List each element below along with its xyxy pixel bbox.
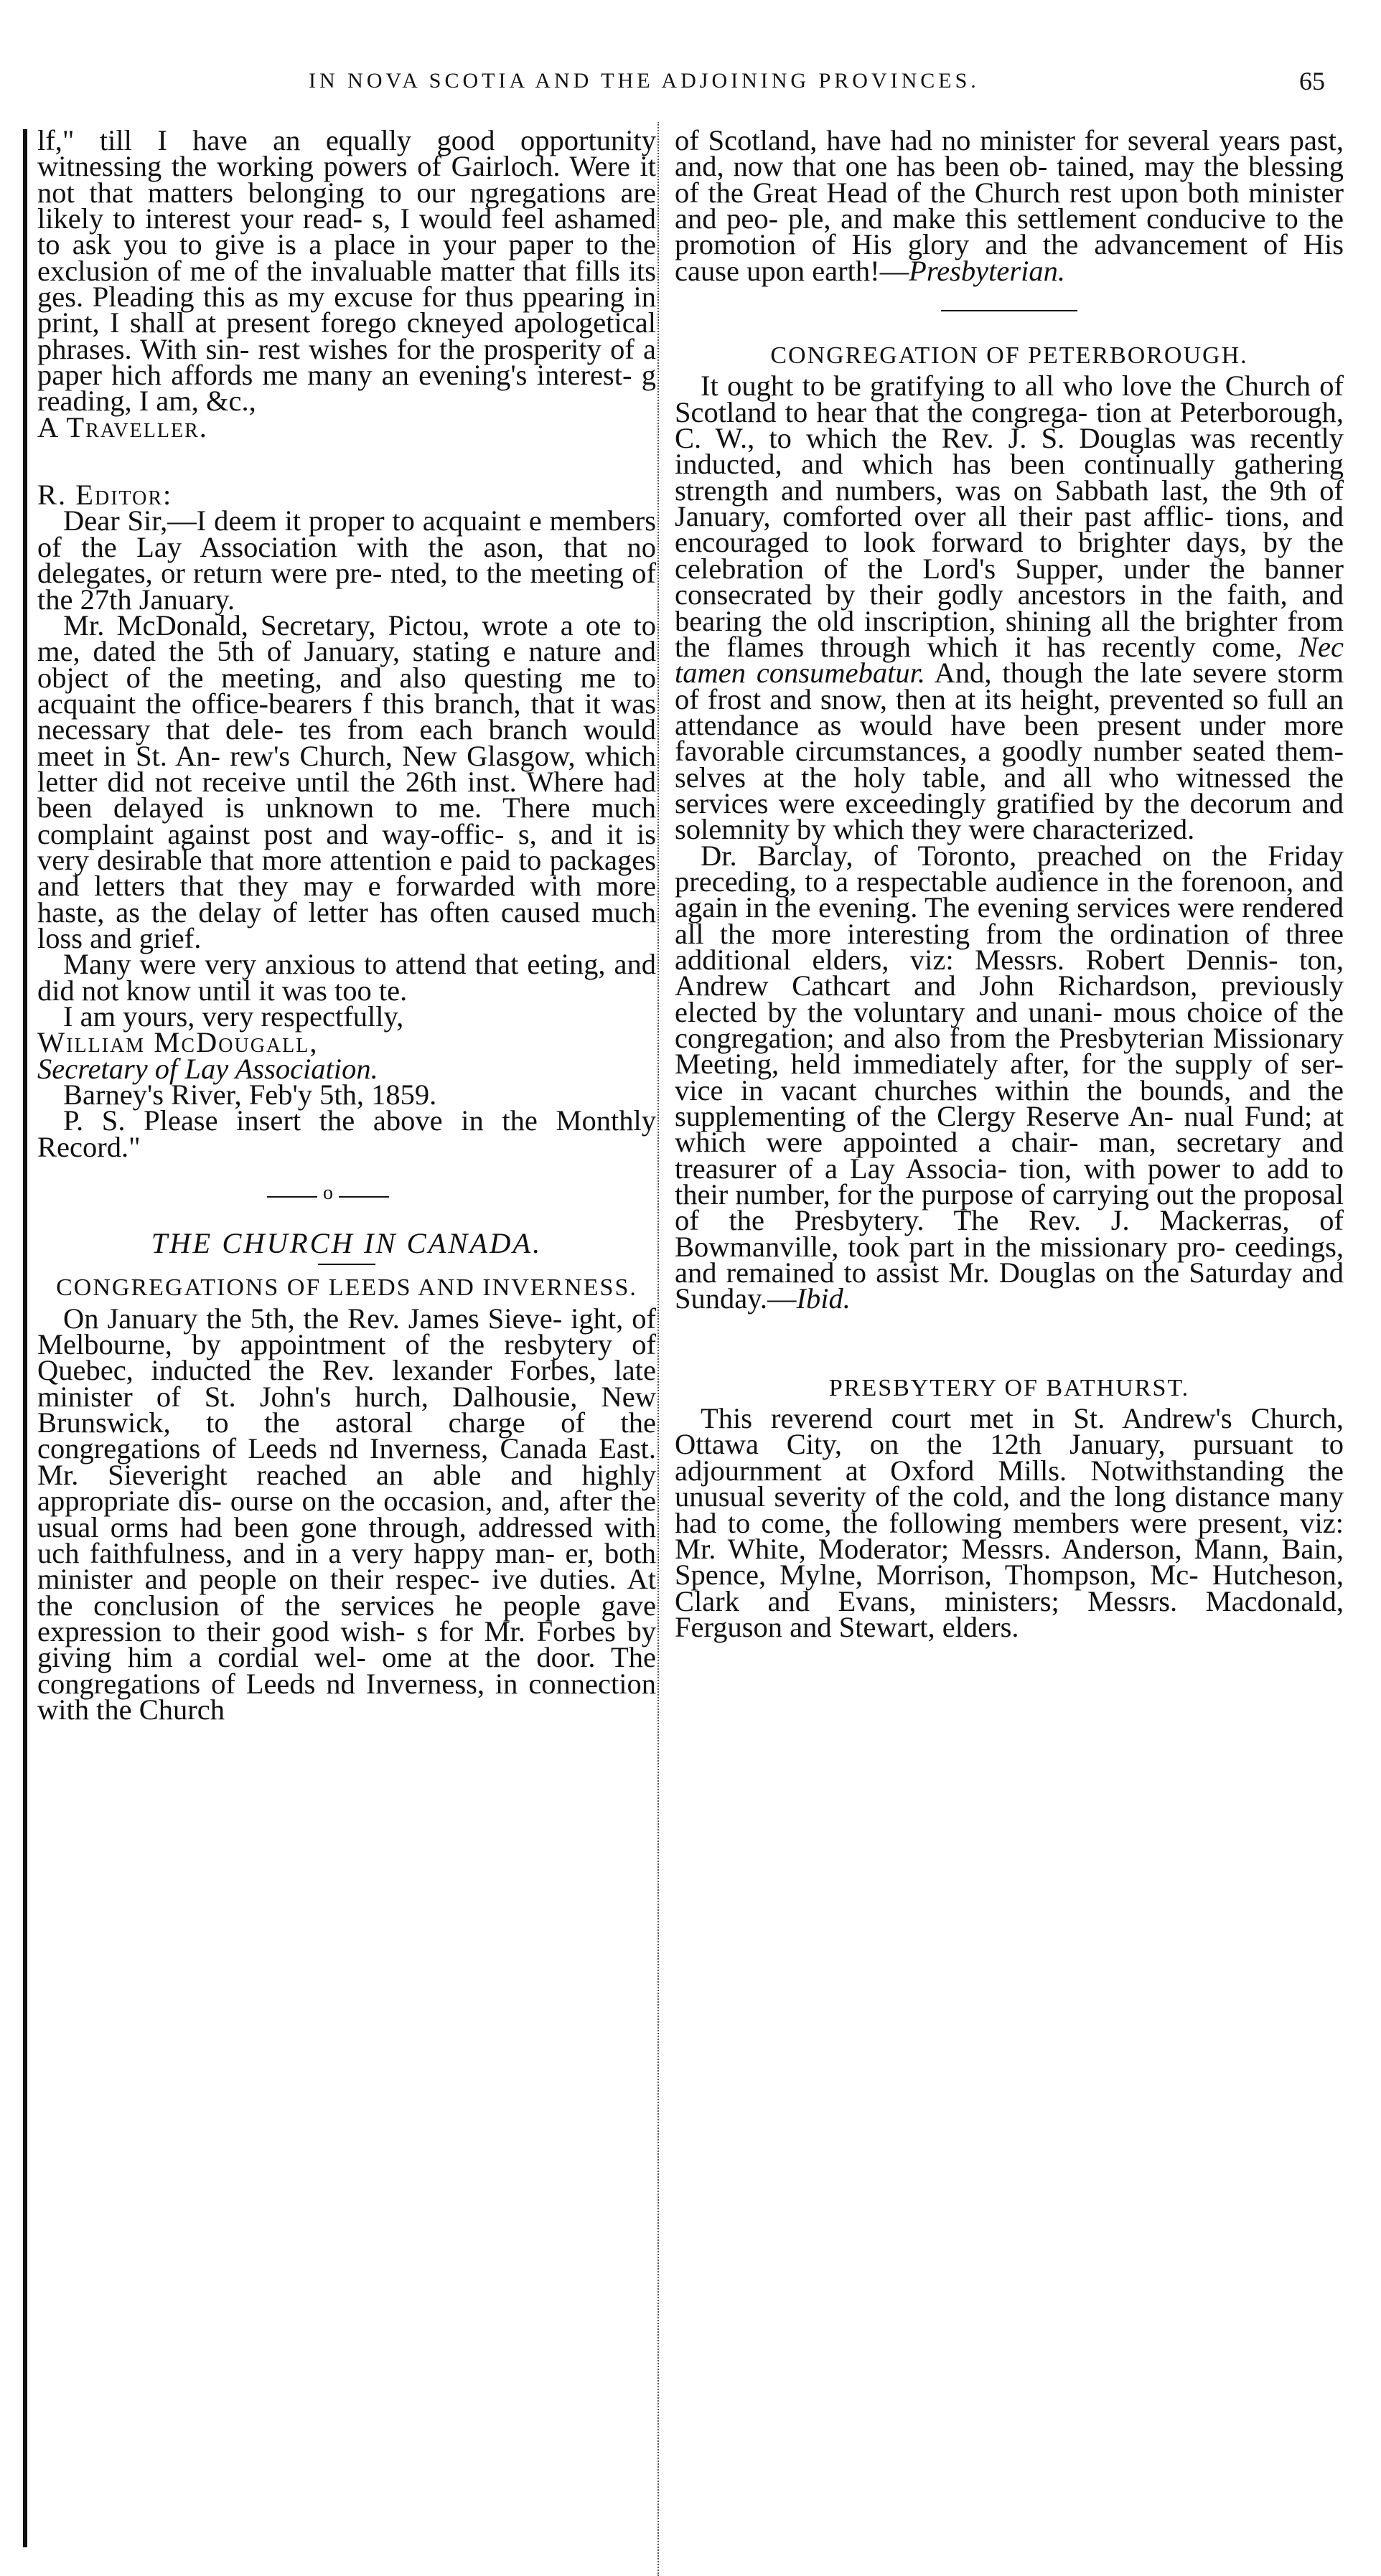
divider-line [267, 1196, 317, 1198]
closing: I am yours, very respectfully, [63, 1000, 404, 1033]
paragraph-text: And, though the late severe storm of frost and snow, then at its height, prevented so full an attendance as would have been present under more favorable circumstances, a goodly number seated them- selves at the holy table, and all who witnessed the services were exceedingly gratified by the decorum and solemnity by which they were characterized. [675, 657, 1344, 846]
paragraph: lf," till I have an equally good opportunity witnessing the working powers of Gairloch. Were it not that matters belonging to our ngregations are likely to interest your read- s, I would feel ashamed to ask you to give is a place in your paper to the exclusion of me of the invaluable matter that fills its ges. Pleading this as my excuse for thus ppearing in print, I shall at present forego ckneyed apologetical phrases. With sin- rest wishes for the prosperity of a paper hich affords me many an evening's interest- g reading, I am, &c., [37, 124, 656, 418]
paragraph: Mr. McDonald, Secretary, Pictou, wrote a ote to me, dated the 5th of January, stating e nature and object of the meeting, and also questing me to acquaint the office-bearers f this branch, that it was necessary that dele- tes from each branch would meet in St. An- rew's Church, New Glasgow, which letter did not receive until the 26th inst. Where had been delayed is unknown to me. There much complaint against post and way-offic- s, and it is very desirable that more attention e paid to packages and letters that they may e forwarded with more haste, as the delay of letter has often caused much loss and grief. [37, 608, 656, 954]
postscript: P. S. Please insert the above in the Monthly Record." [37, 1104, 656, 1163]
paragraph [675, 839, 1344, 1315]
left-margin-bar [23, 129, 27, 2547]
running-header [0, 66, 1381, 109]
rule [318, 1264, 375, 1265]
section-title: THE CHURCH IN CANADA. [151, 1227, 543, 1260]
column-gutter [657, 122, 659, 2576]
paragraph-text: Dr. Barclay, of Toronto, preached on the Friday preceding, to a respectable audience in the forenoon, and again in the evening. The evening services were rendered all the more interesting from the ordination of three additional elders, viz: Messrs. Robert Dennis- ton, Andrew Cathcart and John Richardson, previously elected by the voluntary and unani- mous choice of the congregation; and also from the Presbyterian Missionary Meeting, held immediately after, for the supply of ser- vice in vacant churches within the bounds, and the supplementing of the Clergy Reserve An- nual Fund; at which were appointed a chair- man, secretary and treasurer of a Lay Associa- tion, with power to add to their number, for the purpose of carrying out the proposal of the Presbytery. The Rev. J. Mackerras, of Bowmanville, took part in the missionary pro- ceedings, and remained to assist Mr. Douglas on the Saturday and Sunday.— [675, 839, 1344, 1315]
ornamental-divider [37, 1182, 656, 1206]
rule [941, 310, 1077, 311]
running-title: IN NOVA SCOTIA AND THE ADJOINING PROVINCES. [309, 69, 980, 93]
article-heading: CONGREGATIONS OF LEEDS AND INVERNESS. [56, 1274, 637, 1302]
article-heading: PRESBYTERY OF BATHURST. [828, 1374, 1190, 1401]
paragraph [675, 370, 1344, 846]
paragraph: Many were very anxious to attend that eeting, and did not know until it was too te. [37, 948, 656, 1007]
divider-line [339, 1196, 389, 1198]
signature-traveller: A Traveller. [37, 410, 208, 443]
spacer [675, 1312, 1344, 1370]
paragraph-text: of Scotland, have had no minister for several years past, and, now that one has been ob- tained, may the blessing of the Great Head of the Church rest upon both minister and peo- ple, and make this settlement conducive to the promotion of His glory and the advancement of His cause upon earth!— [675, 124, 1344, 287]
source-citation: Ibid. [796, 1282, 851, 1315]
signature-name: William McDougall, [37, 1026, 319, 1059]
signature-title: Secretary of Lay Association. [37, 1052, 378, 1085]
dateline: Barney's River, Feb'y 5th, 1859. [63, 1078, 437, 1111]
article-heading: CONGREGATION OF PETERBOROUGH. [770, 342, 1248, 370]
divider-ornament: o [323, 1182, 333, 1205]
latin-motto: Nec tamen consumebatur. [675, 630, 1344, 690]
paragraph: This reverend court met in St. Andrew's Church, Ottawa City, on the 12th January, pursuant to adjournment at Oxford Mills. Notwithstanding the unusual severity of the cold, and the long distance many had to come, the following members were present, viz: Mr. White, Moderator; Messrs. Anderson, Mann, Bain, Spence, Mylne, Morrison, Thompson, Mc- Hutcheson, Clark and Evans, ministers; Messrs. Macdonald, Ferguson and Stewart, elders. [675, 1402, 1344, 1643]
spacer [37, 441, 656, 482]
paragraph: On January the 5th, the Rev. James Sieve- ight, of Melbourne, by appointment of the resbytery of Quebec, inducted the Rev. lexander Forbes, late minister of St. John's hurch, Dalhousie, New Brunswick, to the astoral charge of the congregations of Leeds nd Inverness, Canada East. Mr. Sieveright reached an able and highly appropriate dis- ourse on the occasion, and, after the usual orms had been gone through, addressed with uch faithfulness, and in a very happy man- er, both minister and people on their respec- ive duties. At the conclusion of the services he people gave expression to their good wish- s for Mr. Forbes by giving him a cordial wel- ome at the door. The congregations of Leeds nd Inverness, in connection with the Church [37, 1302, 656, 1726]
paragraph: Dear Sir,—I deem it proper to acquaint e members of the Lay Association with the ason, that no delegates, or return were pre- nted, to the meeting of the 27th January. [37, 504, 656, 616]
paragraph-text: It ought to be gratifying to all who love the Church of Scotland to hear that the congrega- tion at Peterborough, C. W., to which the Rev. J. S. Douglas was recently inducted, and which has been continually gathering strength and numbers, was on Sabbath last, the 9th of January, comforted over all their past afflic- tions, and encouraged to look forward to brighter days, by the celebration of the Lord's Supper, under the banner consecrated by their godly ancestors in the faith, and bearing the old inscription, shining all the brighter from the flames through which it has recently come, [675, 370, 1344, 663]
paragraph [675, 124, 1344, 287]
salutation: R. Editor: [37, 479, 173, 512]
source-citation: Presbyterian. [909, 254, 1065, 287]
right-column [675, 124, 1344, 1643]
left-column [37, 124, 656, 1726]
page-number: 65 [1299, 67, 1325, 95]
